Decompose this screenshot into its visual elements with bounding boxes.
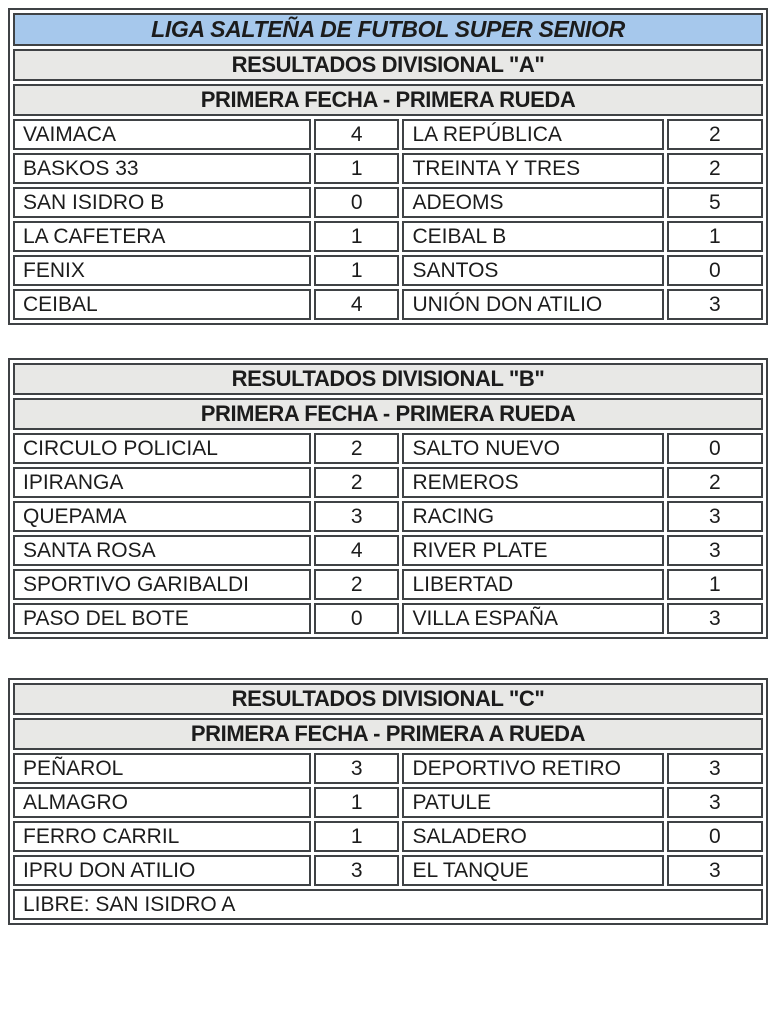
home-team: SANTA ROSA xyxy=(13,535,311,566)
home-score: 2 xyxy=(314,467,400,498)
match-row xyxy=(13,153,763,184)
division-header-row xyxy=(13,683,763,715)
away-score: 0 xyxy=(667,255,763,286)
home-score: 3 xyxy=(314,753,400,784)
home-score: 2 xyxy=(314,569,400,600)
match-row xyxy=(13,501,763,532)
home-team: SPORTIVO GARIBALDI xyxy=(13,569,311,600)
away-score: 5 xyxy=(667,187,763,218)
away-team: SALTO NUEVO xyxy=(402,433,663,464)
match-row xyxy=(13,569,763,600)
home-score: 0 xyxy=(314,603,400,634)
match-row xyxy=(13,753,763,784)
home-team: LA CAFETERA xyxy=(13,221,311,252)
home-score: 3 xyxy=(314,855,400,886)
match-row xyxy=(13,787,763,818)
home-score: 3 xyxy=(314,501,400,532)
match-row xyxy=(13,467,763,498)
home-score: 1 xyxy=(314,787,400,818)
division-c-header: RESULTADOS DIVISIONAL "C" xyxy=(13,683,763,715)
match-row xyxy=(13,603,763,634)
away-score: 0 xyxy=(667,821,763,852)
away-score: 3 xyxy=(667,787,763,818)
away-score: 1 xyxy=(667,569,763,600)
away-team: LA REPÚBLICA xyxy=(402,119,663,150)
away-team: PATULE xyxy=(402,787,663,818)
home-team: ALMAGRO xyxy=(13,787,311,818)
match-row xyxy=(13,821,763,852)
away-team: EL TANQUE xyxy=(402,855,663,886)
away-score: 3 xyxy=(667,289,763,320)
bye-note-row xyxy=(13,889,763,920)
away-team: CEIBAL B xyxy=(402,221,663,252)
away-team: REMEROS xyxy=(402,467,663,498)
division-header-row xyxy=(13,363,763,395)
match-row xyxy=(13,433,763,464)
match-row xyxy=(13,535,763,566)
away-score: 2 xyxy=(667,119,763,150)
away-score: 3 xyxy=(667,855,763,886)
home-team: CIRCULO POLICIAL xyxy=(13,433,311,464)
away-score: 2 xyxy=(667,467,763,498)
home-score: 0 xyxy=(314,187,400,218)
home-team: CEIBAL xyxy=(13,289,311,320)
match-row xyxy=(13,855,763,886)
league-title-row xyxy=(13,13,763,46)
home-team: FENIX xyxy=(13,255,311,286)
away-score: 3 xyxy=(667,753,763,784)
away-team: LIBERTAD xyxy=(402,569,663,600)
league-title: LIGA SALTEÑA DE FUTBOL SUPER SENIOR xyxy=(13,13,763,46)
home-score: 4 xyxy=(314,289,400,320)
home-team: QUEPAMA xyxy=(13,501,311,532)
home-team: VAIMACA xyxy=(13,119,311,150)
division-b-table xyxy=(8,358,768,639)
division-c-table xyxy=(8,678,768,925)
home-team: SAN ISIDRO B xyxy=(13,187,311,218)
away-score: 2 xyxy=(667,153,763,184)
home-score: 4 xyxy=(314,119,400,150)
division-b-round-header: PRIMERA FECHA - PRIMERA RUEDA xyxy=(13,398,763,430)
division-a-table xyxy=(8,8,768,325)
away-team: SANTOS xyxy=(402,255,663,286)
home-team: IPRU DON ATILIO xyxy=(13,855,311,886)
away-team: DEPORTIVO RETIRO xyxy=(402,753,663,784)
away-team: ADEOMS xyxy=(402,187,663,218)
away-team: RIVER PLATE xyxy=(402,535,663,566)
match-row xyxy=(13,289,763,320)
away-team: SALADERO xyxy=(402,821,663,852)
division-b-header: RESULTADOS DIVISIONAL "B" xyxy=(13,363,763,395)
home-score: 1 xyxy=(314,153,400,184)
away-score: 0 xyxy=(667,433,763,464)
away-team: UNIÓN DON ATILIO xyxy=(402,289,663,320)
home-score: 1 xyxy=(314,255,400,286)
match-row xyxy=(13,119,763,150)
match-row xyxy=(13,221,763,252)
round-header-row xyxy=(13,398,763,430)
match-row xyxy=(13,187,763,218)
bye-note: LIBRE: SAN ISIDRO A xyxy=(13,889,763,920)
home-score: 1 xyxy=(314,221,400,252)
home-score: 2 xyxy=(314,433,400,464)
away-team: VILLA ESPAÑA xyxy=(402,603,663,634)
away-score: 3 xyxy=(667,501,763,532)
away-team: TREINTA Y TRES xyxy=(402,153,663,184)
home-team: FERRO CARRIL xyxy=(13,821,311,852)
home-score: 1 xyxy=(314,821,400,852)
away-score: 1 xyxy=(667,221,763,252)
round-header-row xyxy=(13,84,763,116)
home-team: PASO DEL BOTE xyxy=(13,603,311,634)
match-row xyxy=(13,255,763,286)
home-score: 4 xyxy=(314,535,400,566)
away-score: 3 xyxy=(667,535,763,566)
round-header-row xyxy=(13,718,763,750)
away-team: RACING xyxy=(402,501,663,532)
home-team: PEÑAROL xyxy=(13,753,311,784)
division-header-row xyxy=(13,49,763,81)
home-team: BASKOS 33 xyxy=(13,153,311,184)
division-a-header: RESULTADOS DIVISIONAL "A" xyxy=(13,49,763,81)
division-c-round-header: PRIMERA FECHA - PRIMERA A RUEDA xyxy=(13,718,763,750)
division-a-round-header: PRIMERA FECHA - PRIMERA RUEDA xyxy=(13,84,763,116)
home-team: IPIRANGA xyxy=(13,467,311,498)
away-score: 3 xyxy=(667,603,763,634)
